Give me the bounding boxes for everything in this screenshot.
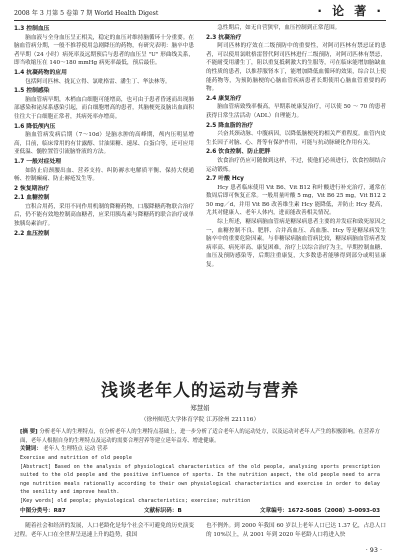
paragraph: 兴奋其颈动脉、中腹病因，以降低脑梗死的相关严重程度。血管内皮生长因子对脑、心、肾等有保护作用，可能与抗动脉硬化作用有关。 (206, 131, 386, 146)
section-heading: 1.3 控制血压 (14, 26, 50, 32)
keywords-cn (20, 445, 380, 454)
left-column (14, 24, 194, 238)
section-heading: 1.4 抗凝药物的应用 (14, 69, 67, 76)
two-column-body (14, 24, 386, 358)
section-label: · 论 著 · (317, 4, 384, 18)
paragraph: 阿司匹林的疗效在二级预防中的重要性，对阿司匹林有禁忌证的患者，可以使用氯吡格雷替代阿司匹林进行二级预防，对阿司匹林有禁忌，不能耐受用潘生丁，阻以重复抵刺激大的生服等，可在临床能增加脑缺血的性质的患者，以推荐服肾本丁，能增加降低血循环的效果，综合以上使能药物等，为预防脑梗的心脑血管疾病患者长期使用心脑血管重要的药物。 (206, 43, 386, 93)
right-column (206, 24, 386, 270)
paragraph: 饮食治疗仍应可随做到这样，不过，使他们必须进行，饮食控制结合运动锻炼。 (206, 157, 386, 173)
article-body-left: 随着社会和经济的发展，人口老龄化是每个社会不可避免的历史演变过程。老年人口在全世界呈迅速上升的趋势，我国 (14, 523, 194, 538)
paragraph: 脑血管病早期，木梢血白细胞可能增高，也可由于患者昏迷而出现肺部感染和泌尿系感染引起，而白细胞增高的患者，其脑梗死及脑出血面积往往大于白细胞正常者，其病死率亦增高。 (14, 96, 194, 120)
article-number: 文章编号：1672-5085（2008）3-0093-03 (259, 507, 380, 514)
paragraph: 脑血管病发病后期（7～10d）是脑水肿的高峰期，颅内压明显增高，目前，临床常用的有甘露醇、甘油果糖、速尿、白蛋白等，还可应用亚低温、髓腔置管引流脑脊液的方法。 (14, 132, 194, 156)
article-affiliation: （徐州师范大学体育学院 江苏徐州 221116） (140, 417, 260, 423)
paragraph: 脑血液与全身血压呈正相关，稳定的血压对维持脑循环十分重要。在脑血管病分期，一般不推荐使用急剧降压的药物，有研究表明：脑卒中患者早期（24 小时）病死率及远期预后与患者的血压呈 "U" 形曲线关系，即当收缩压在 140～180 mmHg 病死率最低，预后最佳。 (14, 34, 194, 67)
journal-info: 2008 年 3 月第 5 卷第 7 期 World Health Digest (14, 10, 159, 17)
classification-row (20, 507, 380, 518)
section-heading: 2.4 康复治疗 (206, 95, 242, 102)
section-heading: 2.3 抗凝治疗 (206, 34, 242, 41)
section-heading: 2.7 叶酸 Hcy (206, 176, 244, 183)
abstract-label: [摘 要] (20, 429, 38, 435)
abstract-text: 分析老年人的生理特点，在分析老年人的生理特点基础上，进一步分析了适合老年人的运动处方，以及运动对老年人产生的积极影响。在营养方面，老年人根据自身的生理特点及运动的需要合理营养等建立延年益寿、增进健康。 (20, 429, 380, 444)
abstract-en-text: Based on the analysis of physiological characteristics of the old people, analysing sports prescription suited to the old people and the positive influence of sports. In the nutrition aspect, the old people need to arrange nutrition meals rationally according to their own physiological characteristics and exercise in order to delay the senility and improve health. (20, 463, 380, 496)
article-author: 郑慧娟 (190, 404, 210, 412)
abstract-block (20, 428, 380, 517)
section-heading: 2.2 血压控制 (14, 230, 50, 237)
keywords-text: 老年人 生理特点 运动 营养 (43, 446, 108, 453)
section-heading: 2 恢复期治疗 (14, 185, 50, 192)
section-heading: 1.7 一般对症处理 (14, 158, 62, 165)
paragraph: 宜积合用药，采用不同作用机制的降糖药物，口服降糖药物联合治疗后，仍不能有效地控制高血糖者，应采用胰岛素与降糖药的联合治疗或单独胰岛素治疗。 (14, 203, 194, 228)
abstract-cn (20, 428, 380, 445)
keywords-en (20, 497, 380, 506)
paragraph: 综上所述，糖尿病脑血管病是糖尿病患者主要的并发症和致死原因之一，血糖控制不良、肥胖、合并高血压、高血脂、Hcy 等是糖尿病发生脑卒中的重要危险因素。与非糖尿病脑血管病比较，糖尿病脑血管病者发病率高、病死率高、康复困难，治疗上以综合治疗为主，早期控制血糖、血压及预防感染等，后期注重康复，大多数患者能够得到部分或明显康复。 (206, 219, 386, 269)
paragraph: 急性期后，如无自营狭窄，血压控制到正常范围。 (217, 25, 341, 31)
keywords-en-label: [Key words] (20, 498, 55, 505)
paragraph: 如防止肩颈腰出血、营养支持、纠防褥水电解质平衡、保持大便通畅、控制癫痫、防止褥疮发生等。 (14, 167, 194, 183)
abstract-en (20, 463, 380, 498)
keywords-label: 关键词： (20, 446, 42, 453)
section-heading: 2.1 血糖控制 (14, 195, 50, 202)
abstract-en-label: [Abstract] (20, 463, 52, 470)
paragraph: 包括阿司匹林、拢瓦立得、氯吡格雷、潘生丁、华法林等。 (25, 78, 171, 85)
section-heading: 1.5 控制感染 (14, 88, 50, 95)
page-header (14, 6, 386, 21)
document-code: 文献标识码：B (143, 507, 182, 514)
section-heading: 1.6 降低颅内压 (14, 123, 56, 130)
class-number: 中图分类号：R87 (20, 507, 66, 514)
paragraph: Hcy 患者临床使用 Vit B6、Vit B12 和叶酸进行补充治疗，通常在数周后即可恢复正常。一般用量叶酸 5 mg，Vit B6 25 mg，Vit B12 250 mg／d，并用 Vit B6 改善维生素 Hcy 能降低，并防止 Hcy 提高，尤其对健康人、老年人体内，进而能改善相关情况。 (206, 184, 386, 217)
article-body-right: 也不例外。到 2000 年我国 60 岁以上老年人口已达 1.37 亿，占总人口的 10%以上，从 2001 年到 2020 年老龄人口将进入快 (206, 523, 386, 538)
paragraph: 脑血管病致残率极高，早期系统康复治疗，可以使 50 ～ 70 的患者获得日常生活活动（ADL）自理能力。 (206, 104, 386, 119)
section-heading: 2.5 降血脂的治疗 (206, 122, 254, 129)
english-title: Exercise and nutrition of old people (20, 454, 132, 461)
page-number: · 93 · (365, 546, 382, 554)
article-title: 浅谈老年人的运动与营养 (101, 381, 299, 401)
section-heading: 2.6 饮食控制、防止肥胖 (206, 149, 271, 156)
keywords-en-text: old people; physiological characteristics; exercise; nutrition (57, 498, 251, 505)
